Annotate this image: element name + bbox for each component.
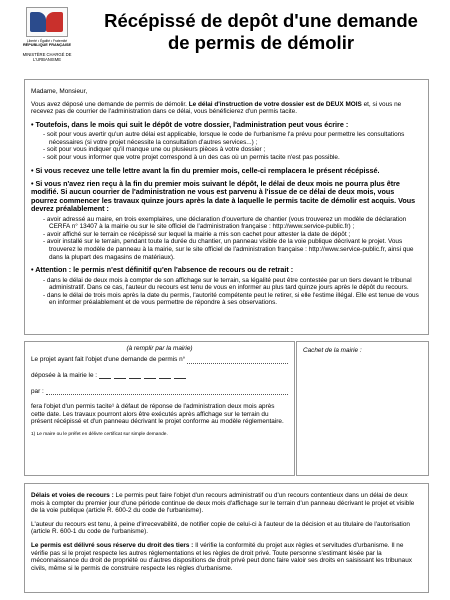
deposit-date-label: déposée à la mairie le : <box>31 371 98 379</box>
stamp-label: Cachet de la mairie : <box>303 347 362 354</box>
applicant-row <box>31 387 288 395</box>
greeting: Madame, Monsieur, <box>31 88 88 95</box>
deposit-date-row <box>31 372 288 380</box>
section-1-item: - soit pour vous informer que votre projet correspond à un des cas où un permis tacite n'est pas possible. <box>43 153 340 161</box>
project-number-row <box>31 356 288 364</box>
page-title <box>78 10 444 54</box>
footnote: 1) Le maire ou le préfet en délivre certificat sur simple demande. <box>31 431 168 437</box>
section-3-item: - avoir adressé au maire, en trois exemplaires, une déclaration d'ouverture de chantier (vous trouverez un modèle de déclaration CERFA n° 13407 à la mairie ou sur le site officiel de l'administration française : http://www.service-public.fr) ; <box>43 215 407 231</box>
section-1-item: - soit pour vous avertir qu'un autre délai est applicable, lorsque le code de l'urbanisme l'a prévu pour permettre les consultations nécessaires (si votre projet nécessite la consultation d'autres services...) ; <box>43 131 405 146</box>
project-number-label: Le projet ayant fait l'objet d'une demande de permis n° <box>31 356 186 363</box>
applicant-label: par : <box>31 387 44 395</box>
recourse-box <box>24 483 429 593</box>
deposit-date-field[interactable] <box>99 372 186 379</box>
stamp-box <box>296 341 429 476</box>
marianne-emblem-icon <box>26 7 68 37</box>
section-3-item: - avoir affiché sur le terrain ce récépissé sur lequel la mairie a mis son cachet pour attester la date de dépôt ; <box>43 230 351 238</box>
applicant-field[interactable] <box>46 387 288 395</box>
logo-motto: Liberté • Égalité • Fraternité <box>26 39 68 43</box>
tacit-permit-paragraph: fera l'objet d'un permis tacite¹ à défaut de réponse de l'administration deux mois après cette date. Les travaux pourront alors être exécutés après affichage sur le terrain du présent récépissé et d'un panneau décrivant le projet conforme au modèle réglementaire. <box>31 403 284 426</box>
information-box <box>24 79 429 335</box>
title-line-2: de permis de démolir <box>167 32 355 53</box>
form-header: (à remplir par la mairie) <box>126 345 193 352</box>
notification-paragraph: L'auteur du recours est tenu, à peine d'irrecevabilité, de notifier copie de celui-ci à l'auteur de la décision et au titulaire de l'autorisation (article R. 600-1 du code de l'urbanisme). <box>31 520 410 536</box>
third-party-paragraph: Le permis est délivré sous réserve du droit des tiers : Il vérifie la conformité du projet aux règles et servitudes d'urbanisme. Il ne vérifie pas si le projet respecte les autres réglementations et les règles de droit privé. Toute personne s'estimant lésée par la méconnaissance du droit de propriété ou d'autres dispositions de droit privé peut donc faire valoir ses droits en saisissant les tribunaux civils, même si le permis de construire respecte les règles d'urbanisme. <box>31 541 412 572</box>
section-4-item: - dans le délai de deux mois à compter de son affichage sur le terrain, sa légalité peut être contestée par un tiers devant le tribunal administratif. Dans ce cas, l'auteur du recours est tenu de vous en informer au plus tard quinze jours après le dépôt du recours. <box>43 276 412 292</box>
section-1-item: - soit pour vous indiquer qu'il manque une ou plusieurs pièces à votre dossier ; <box>43 146 266 154</box>
section-1-title: • Toutefois, dans le mois qui suit le dépôt de votre dossier, l'administration peut vous écrire : <box>31 119 349 129</box>
section-4-title: • Attention : le permis n'est définitif qu'en l'absence de recours ou de retrait : <box>31 265 294 275</box>
project-number-field[interactable] <box>187 356 288 364</box>
ministry-name: MINISTÈRE CHARGÉ DE L'URBANISME <box>22 52 72 62</box>
title-line-1: Récépissé de depôt d'une demande <box>104 10 418 31</box>
section-3-title: • Si vous n'avez rien reçu à la fin du premier mois suivant le dépôt, le délai de deux mois ne pourra plus être modifié. Si aucun courrier de l'administration ne vous est parvenu à l'issue de ce délai de deux mois, vous pourrez commencer les travaux quinze jours après la date à laquelle le permis tacite de démolir est acquis. Vous devrez préalablement : <box>31 178 416 214</box>
mairie-form <box>24 341 295 476</box>
marianne-logo <box>19 7 75 62</box>
section-4-item: - dans le délai de trois mois après la date du permis, l'autorité compétente peut le retirer, si elle l'estime illégal. Elle est tenue de vous en informer préalablement et de vous permettre de répondre à ses observations. <box>43 291 419 307</box>
logo-republic: RÉPUBLIQUE FRANÇAISE <box>22 43 72 47</box>
section-2-title: • Si vous recevez une telle lettre avant la fin du premier mois, celle-ci remplacera le présent récépissé. <box>31 165 380 175</box>
section-3-item: - avoir installé sur le terrain, pendant toute la durée du chantier, un panneau visible de la voie publique décrivant le projet. Vous trouverez le modèle de panneau à la mairie, sur le site officiel de l'administration française : http://www.service-public.fr, ainsi que dans la plupart des magasins de matériaux). <box>43 238 414 261</box>
intro-paragraph: Vous avez déposé une demande de permis de démolir. Le délai d'instruction de votre dossier est de DEUX MOIS et, si vous ne recevez pas de courrier de l'administration dans ce délai, vous bénéficierez d'un permis tacite. <box>31 100 402 116</box>
recourse-paragraph: Délais et voies de recours : Le permis peut faire l'objet d'un recours administratif ou d'un recours contentieux dans un délai de deux mois à compter du premier jour d'une période continue de deux mois d'affichage sur le terrain d'un panneau décrivant le projet et visible de la voie publique (article R. 600-2 du code de l'urbanisme). <box>31 492 415 515</box>
